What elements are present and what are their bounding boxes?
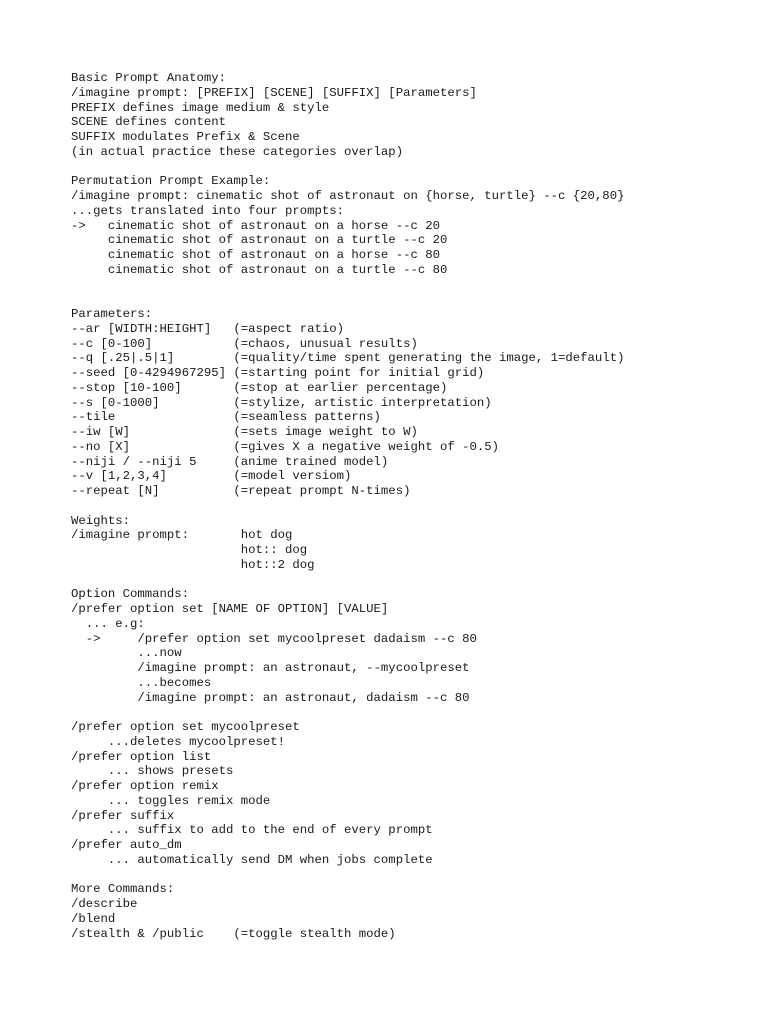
text-line: More Commands: (71, 882, 175, 897)
text-line: --stop [10-100] (=stop at earlier percentage) (71, 380, 448, 395)
blank-line (71, 499, 751, 514)
text-line: --s [0-1000] (=stylize, artistic interpretation) (71, 395, 492, 410)
text-line: /prefer option set mycoolpreset (71, 720, 300, 734)
text-line: Basic Prompt Anatomy: (71, 71, 226, 85)
text-line: --seed [0-4294967295] (=starting point for initial grid) (71, 366, 485, 380)
text-line: hot:: dog (71, 543, 308, 557)
text-line: /blend (71, 911, 116, 926)
blank-line (71, 573, 751, 588)
text-line: /imagine prompt: an astronaut, dadaism --c 80 (71, 690, 470, 705)
text-line: /imagine prompt: [PREFIX] [SCENE] [SUFFIX] [Parameters] (71, 85, 477, 100)
text-line: -> /prefer option set mycoolpreset dadaism --c 80 (71, 631, 477, 646)
text-line: ... suffix to add to the end of every prompt (71, 823, 433, 838)
text-line: cinematic shot of astronaut on a turtle --c 20 (71, 233, 448, 248)
text-line: ... toggles remix mode (71, 793, 271, 808)
blank-line (71, 292, 751, 307)
text-line: /prefer suffix (71, 808, 175, 823)
text-line: --v [1,2,3,4] (=model versiom) (71, 469, 352, 484)
text-line: SUFFIX modulates Prefix & Scene (71, 130, 300, 144)
text-line: ...now (71, 646, 182, 661)
text-line: Option Commands: (71, 587, 190, 602)
text-line: /prefer auto_dm (71, 838, 182, 852)
text-line: Weights: (71, 513, 131, 528)
text-line: /prefer option list (71, 749, 212, 764)
text-line: /prefer option set [NAME OF OPTION] [VALUE] (71, 602, 389, 616)
text-line: hot::2 dog (71, 557, 315, 572)
text-line: ...becomes (71, 675, 212, 690)
text-line: /imagine prompt: cinematic shot of astronaut on {horse, turtle} --c {20,80} (71, 189, 625, 203)
text-line: --iw [W] (=sets image weight to W) (71, 425, 418, 439)
text-line: --no [X] (=gives X a negative weight of -0.5) (71, 439, 500, 454)
text-line: (in actual practice these categories overlap) (71, 144, 404, 159)
blank-line (71, 278, 751, 293)
text-line: /describe (71, 897, 138, 911)
blank-line (71, 160, 751, 175)
text-line: --q [.25|.5|1] (=quality/time spent generating the image, 1=default) (71, 351, 625, 366)
text-line: --niji / --niji 5 (anime trained model) (71, 454, 389, 469)
text-line: Parameters: (71, 307, 153, 321)
text-line: /stealth & /public (=toggle stealth mode) (71, 926, 396, 941)
text-line: ... shows presets (71, 764, 234, 779)
text-line: ... automatically send DM when jobs complete (71, 852, 433, 867)
text-line: cinematic shot of astronaut on a turtle --c 80 (71, 262, 448, 277)
blank-line (71, 868, 751, 883)
text-line: cinematic shot of astronaut on a horse --c 80 (71, 248, 440, 262)
text-line: ...deletes mycoolpreset! (71, 734, 286, 749)
text-line: ... e.g: (71, 616, 145, 631)
text-line: /imagine prompt: an astronaut, --mycoolpreset (71, 661, 470, 675)
text-line: -> cinematic shot of astronaut on a horse --c 20 (71, 218, 440, 233)
text-line: --c [0-100] (=chaos, unusual results) (71, 336, 418, 351)
text-line: ...gets translated into four prompts: (71, 203, 345, 218)
document-body (71, 71, 751, 941)
text-line: Permutation Prompt Example: (71, 174, 271, 189)
text-line: --tile (=seamless patterns) (71, 410, 381, 425)
text-line: SCENE defines content (71, 115, 226, 130)
text-line: /imagine prompt: hot dog (71, 528, 293, 543)
text-line: /prefer option remix (71, 779, 219, 793)
blank-line (71, 705, 751, 720)
text-line: --repeat [N] (=repeat prompt N-times) (71, 484, 411, 498)
text-line: --ar [WIDTH:HEIGHT] (=aspect ratio) (71, 321, 345, 336)
text-line: PREFIX defines image medium & style (71, 100, 330, 115)
